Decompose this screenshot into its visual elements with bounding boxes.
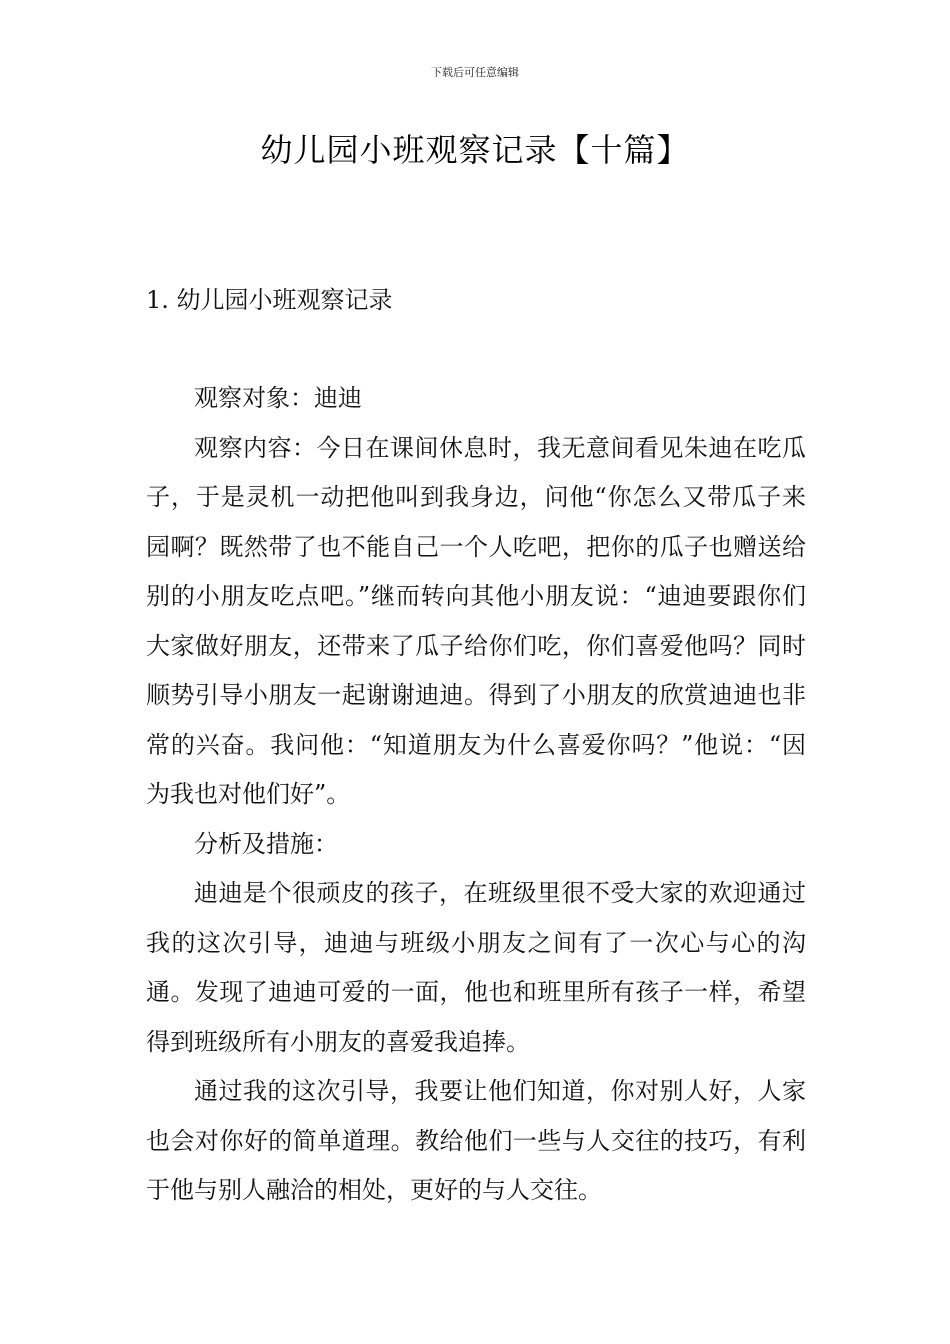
paragraph-observation-target: 观察对象：迪迪 [194, 384, 362, 412]
document-title: 幼儿园小班观察记录【十篇】 [260, 131, 690, 169]
document-body [146, 374, 806, 1216]
paragraph-analysis-body: 迪迪是个很顽皮的孩子，在班级里很不受大家的欢迎通过我的这次引导，迪迪与班级小朋友之间有了一次心与心的沟通。发现了迪迪可爱的一面，他也和班里所有孩子一样，希望得到班级所有小朋友的喜爱我追捧。 [146, 879, 806, 1056]
section-heading: 1. 幼儿园小班观察记录 [146, 286, 393, 314]
header-note: 下载后可任意编辑 [431, 66, 519, 79]
paragraph-observation-content: 观察内容：今日在课间休息时，我无意间看见朱迪在吃瓜子，于是灵机一动把他叫到我身边，问他“你怎么又带瓜子来园啊？既然带了也不能自己一个人吃吧，把你的瓜子也赠送给别的小朋友吃点吧。”继而转向其他小朋友说：“迪迪要跟你们大家做好朋友，还带来了瓜子给你们吃，你们喜爱他吗？同时顺势引导小朋友一起谢谢迪迪。得到了小朋友的欣赏迪迪也非常的兴奋。我问他：“知道朋友为什么喜爱你吗？”他说：“因为我也对他们好”。 [146, 433, 806, 808]
paragraph-conclusion: 通过我的这次引导，我要让他们知道，你对别人好，人家也会对你好的简单道理。教给他们一些与人交往的技巧，有利于他与别人融洽的相处，更好的与人交往。 [146, 1077, 806, 1204]
paragraph-analysis-heading: 分析及措施： [194, 829, 338, 858]
